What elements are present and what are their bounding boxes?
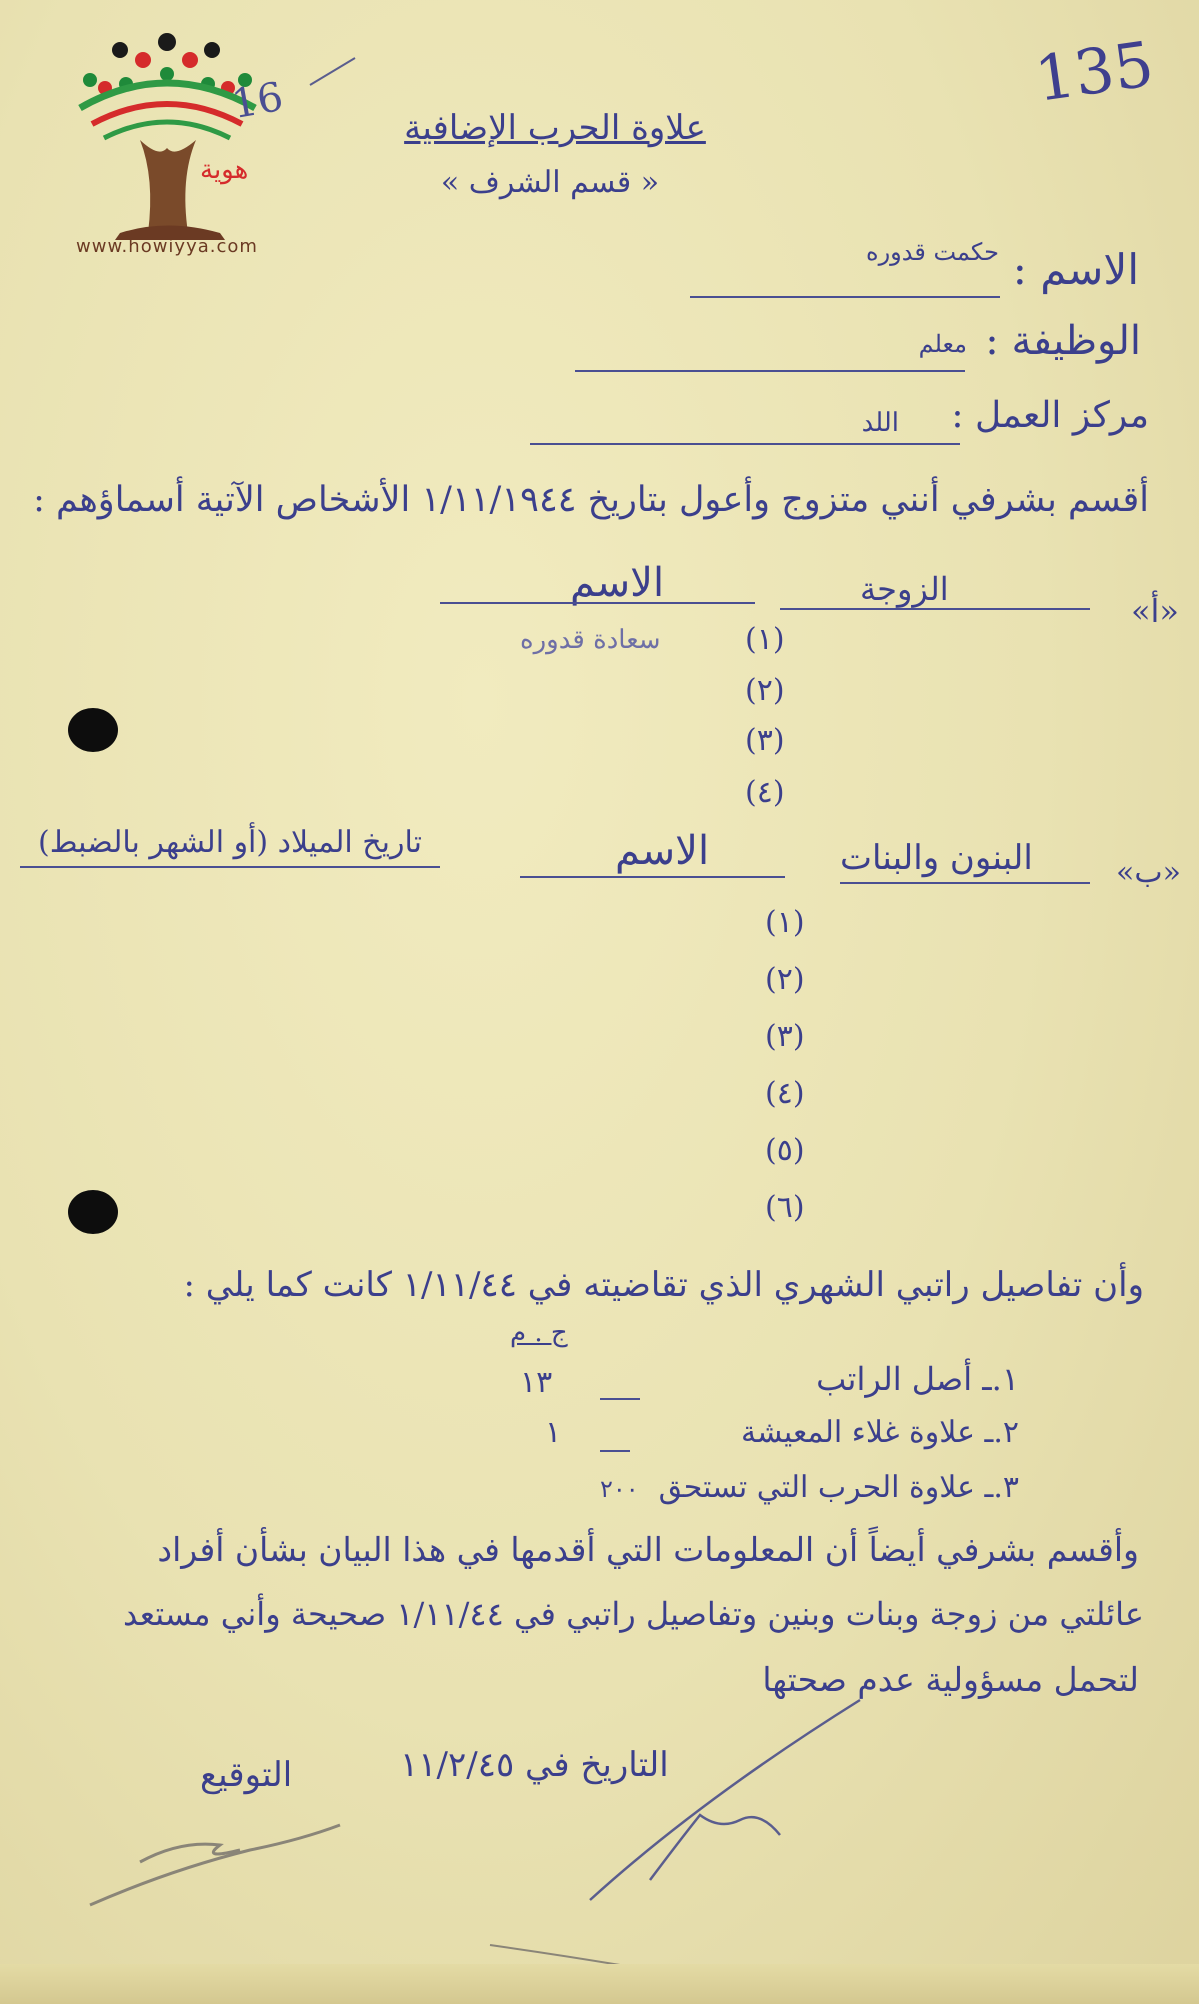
salary-item-3-value: ٢٠٠	[600, 1475, 639, 1503]
wife-row-4-number: (٤)	[745, 775, 785, 810]
corner-mark: 16	[228, 73, 287, 129]
section-b-name-header: الاسم	[615, 828, 710, 874]
document-subtitle: « قسم الشرف »	[440, 165, 660, 200]
wife-row-1-number: (١)	[745, 622, 785, 657]
wife-row-3-number: (٣)	[745, 723, 785, 758]
section-a-marker: «أ»	[1130, 592, 1179, 630]
section-b-dob-header: تاريخ الميلاد (أو الشهر بالضبط)	[38, 825, 422, 860]
salary-item-1-value: ١٣	[520, 1365, 553, 1400]
workplace-value: اللد	[861, 408, 899, 438]
salary-item-2-value: ١	[545, 1415, 562, 1450]
job-value: معلم	[918, 330, 967, 358]
section-b-children-header: البنون والبنات	[840, 838, 1033, 878]
footer-date: التاريخ في ١١/٢/٤٥	[400, 1745, 669, 1785]
salary-item-2-label: ٢.ـ علاوة غلاء المعيشة	[741, 1415, 1019, 1450]
child-row-2-number: (٢)	[765, 962, 805, 997]
workplace-label: مركز العمل :	[951, 395, 1149, 436]
child-row-5-number: (٥)	[765, 1133, 805, 1168]
salary-item-1-label: ١.ـ أصل الراتب	[816, 1360, 1019, 1398]
oath-line-1: وأقسم بشرفي أيضاً أن المعلومات التي أقدمها في هذا البيان بشأن أفراد	[157, 1530, 1139, 1569]
logo-url: www.howiyya.com	[76, 236, 258, 257]
child-row-1-number: (١)	[765, 905, 805, 940]
wife-row-1-value: سعادة قدوره	[520, 625, 661, 655]
page-number: 135	[1030, 27, 1158, 116]
salary-item-3-label: ٣.ـ علاوة الحرب التي تستحق	[658, 1470, 1019, 1505]
paper-bottom-edge	[0, 1964, 1199, 2004]
salary-intro: وأن تفاصيل راتبي الشهري الذي تقاضيته في ١/١١/٤٤ كانت كما يلي :	[183, 1265, 1144, 1305]
child-row-3-number: (٣)	[765, 1019, 805, 1054]
name-label: الاسم :	[1012, 245, 1139, 294]
job-label: الوظيفة :	[985, 318, 1141, 364]
child-row-6-number: (٦)	[765, 1190, 805, 1225]
oath-line-2: عائلتي من زوجة وبنات وبنين وتفاصيل راتبي في ١/١١/٤٤ صحيحة وأني مستعد	[122, 1595, 1144, 1633]
section-a-wife-header: الزوجة	[860, 570, 949, 608]
oath-line-3: لتحمل مسؤولية عدم صحتها	[762, 1660, 1139, 1699]
child-row-4-number: (٤)	[765, 1076, 805, 1111]
section-a-name-header: الاسم	[570, 560, 665, 606]
section-b-marker: «ب»	[1116, 855, 1181, 890]
document-title: علاوة الحرب الإضافية	[404, 108, 706, 148]
declaration-text: أقسم بشرفي أنني متزوج وأعول بتاريخ ١/١١/١٩٤٤ الأشخاص الآتية أسماؤهم :	[33, 480, 1149, 520]
salary-currency: ج . م	[510, 1318, 568, 1348]
footer-signature-label: التوقيع	[200, 1755, 293, 1795]
name-value: حكمت قدوره	[866, 238, 999, 266]
svg-text:هوية: هوية	[200, 155, 249, 185]
wife-row-2-number: (٢)	[745, 673, 785, 708]
